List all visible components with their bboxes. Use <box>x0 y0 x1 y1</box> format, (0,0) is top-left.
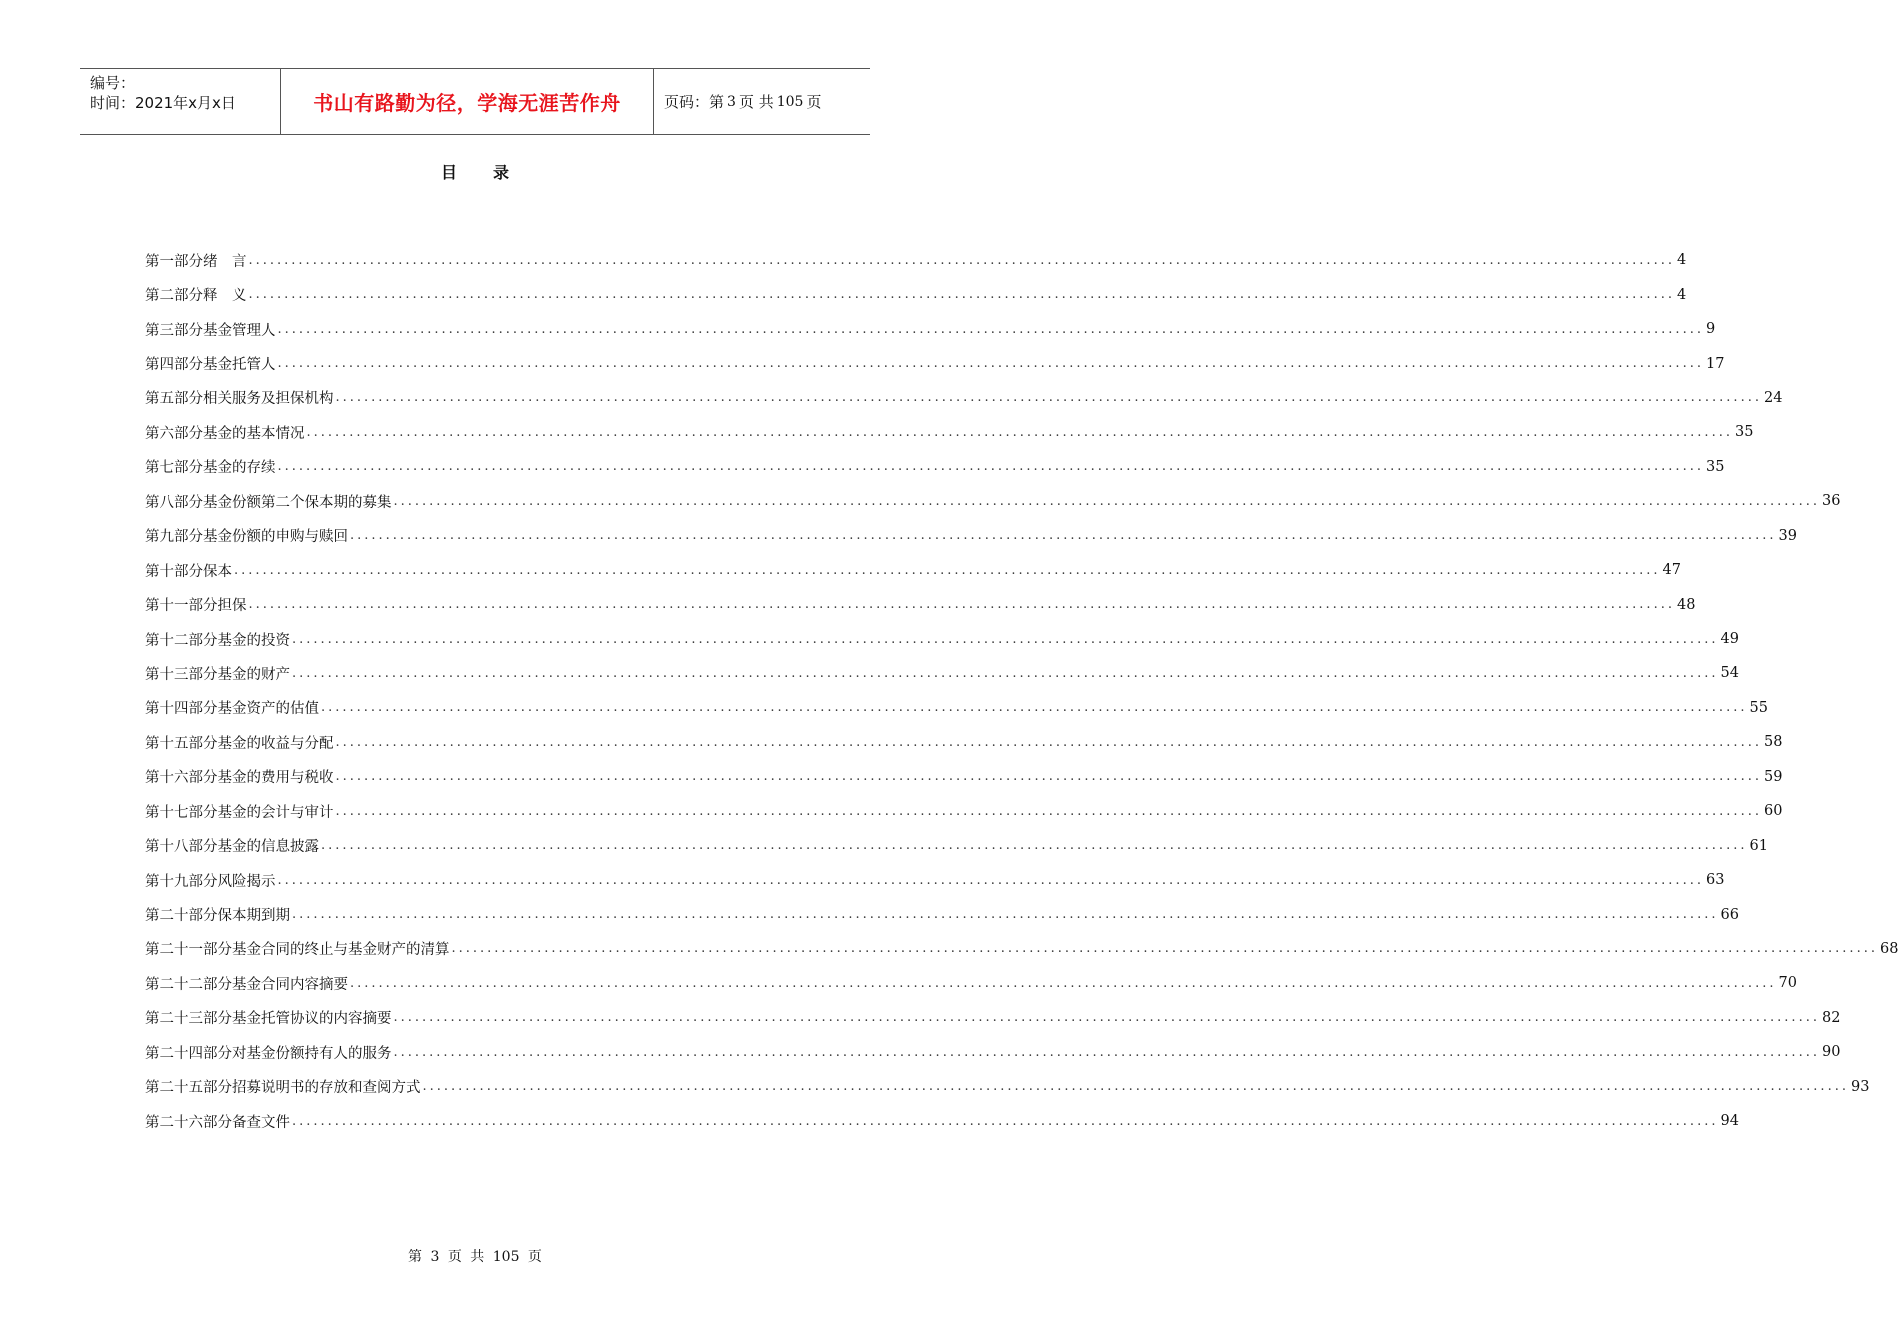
toc-page-number: 66 <box>1720 906 1739 923</box>
toc-leader: ........................................................................................................................................................................................................ <box>277 872 1704 888</box>
toc-name: 基金托管协议的内容摘要 <box>232 1011 392 1028</box>
toc-page-number: 54 <box>1720 665 1739 682</box>
toc-name: 基金的收益与分配 <box>217 735 334 752</box>
toc-part: 第二十部分 <box>145 908 218 925</box>
toc-entry[interactable] <box>145 828 1768 862</box>
toc-page-number: 63 <box>1705 872 1725 889</box>
toc-leader: ........................................................................................................................................................................................................ <box>393 1010 1820 1026</box>
toc-entry[interactable] <box>145 312 1716 346</box>
toc-entry[interactable] <box>145 691 1768 725</box>
toc-leader: ........................................................................................................................................................................................................ <box>393 1044 1820 1060</box>
page-total: 105 <box>776 93 804 110</box>
toc-page-number: 68 <box>1879 940 1898 957</box>
toc-page-number: 90 <box>1821 1044 1841 1061</box>
toc-part: 第九部分 <box>145 529 203 546</box>
toc-leader: ........................................................................................................................................................................................................ <box>335 390 1762 406</box>
toc-page-number: 93 <box>1850 1078 1870 1095</box>
toc-name: 基金的会计与审计 <box>217 804 334 821</box>
toc-entry[interactable] <box>145 381 1783 415</box>
toc-leader: ........................................................................................................................................................................................................ <box>321 700 1748 716</box>
toc-name: 风险揭示 <box>217 873 276 890</box>
toc-part: 第三部分 <box>145 322 203 339</box>
toc-page-number: 59 <box>1763 768 1783 785</box>
page-middle: 页 共 <box>738 93 774 111</box>
toc-part: 第八部分 <box>145 494 203 511</box>
toc-name: 基金的基本情况 <box>203 425 305 442</box>
page-current: 3 <box>727 93 736 110</box>
toc-name: 相关服务及担保机构 <box>203 391 334 408</box>
toc-name: 基金的财产 <box>217 666 290 683</box>
page-footer: 第 3 页 共 105 页 <box>408 1249 542 1265</box>
toc-page-number: 49 <box>1720 631 1739 648</box>
number-label: 编号： <box>90 74 136 92</box>
toc-leader: ........................................................................................................................................................................................................ <box>335 769 1762 785</box>
toc-page-number: 35 <box>1734 424 1754 441</box>
toc-part: 第二十五部分 <box>145 1080 232 1097</box>
toc-part: 第一部分 <box>145 253 203 270</box>
toc-name: 备查文件 <box>232 1114 290 1131</box>
toc-name: 担保 <box>217 598 247 615</box>
toc-page-number: 36 <box>1821 493 1841 510</box>
toc-entry[interactable] <box>145 932 1898 966</box>
toc-part: 第七部分 <box>145 460 203 477</box>
toc-name: 基金份额第二个保本期的募集 <box>203 494 392 511</box>
toc-leader: ........................................................................................................................................................................................................ <box>292 665 1719 681</box>
toc-name: 对基金份额持有人的服务 <box>232 1045 392 1062</box>
toc-leader: ........................................................................................................................................................................................................ <box>306 424 1733 440</box>
toc-page-number: 9 <box>1705 321 1716 338</box>
toc-entry[interactable] <box>145 553 1681 587</box>
toc-part: 第十六部分 <box>145 770 218 787</box>
toc-name: 基金的费用与税收 <box>217 770 334 787</box>
toc-name: 基金的投资 <box>217 632 290 649</box>
toc-page-number: 48 <box>1676 596 1696 613</box>
toc-leader: ........................................................................................................................................................................................................ <box>277 321 1704 337</box>
toc-leader: ........................................................................................................................................................................................................ <box>393 493 1820 509</box>
toc-page-number: 58 <box>1763 734 1783 751</box>
toc-part: 第十五部分 <box>145 735 218 752</box>
toc-entry[interactable] <box>145 1035 1841 1069</box>
toc-page-number: 60 <box>1763 803 1783 820</box>
toc-leader: ........................................................................................................................................................................................................ <box>248 287 1675 303</box>
toc-leader: ........................................................................................................................................................................................................ <box>292 1113 1719 1129</box>
toc-part: 第十八部分 <box>145 839 218 856</box>
toc-leader: ........................................................................................................................................................................................................ <box>277 356 1704 372</box>
toc-page-number: 47 <box>1662 562 1681 579</box>
toc-title: 目录 <box>440 163 545 182</box>
toc-entry[interactable] <box>145 243 1687 277</box>
toc-name: 保本期到期 <box>217 908 290 925</box>
toc-entry[interactable] <box>145 1001 1841 1035</box>
toc-name: 基金资产的估值 <box>217 701 319 718</box>
toc-entry[interactable] <box>145 450 1725 484</box>
toc-leader: ........................................................................................................................................................................................................ <box>292 631 1719 647</box>
toc-leader: ........................................................................................................................................................................................................ <box>451 941 1878 957</box>
time-label: 时间：2021年x月x日 <box>90 94 236 112</box>
toc-part: 第二部分 <box>145 288 203 305</box>
toc-name: 释 义 <box>203 288 247 305</box>
toc-entry[interactable] <box>145 622 1739 656</box>
toc-name: 基金合同的终止与基金财产的清算 <box>232 942 450 959</box>
toc-part: 第十九部分 <box>145 873 218 890</box>
table-of-contents <box>145 243 1898 1138</box>
toc-part: 第四部分 <box>145 357 203 374</box>
toc-name: 绪 言 <box>203 253 247 270</box>
toc-page-number: 94 <box>1720 1113 1739 1130</box>
toc-leader: ........................................................................................................................................................................................................ <box>248 252 1675 268</box>
toc-name: 基金托管人 <box>203 357 276 374</box>
toc-name: 基金合同内容摘要 <box>232 976 348 993</box>
toc-page-number: 39 <box>1778 527 1797 544</box>
page-prefix: 页码：第 <box>664 93 725 111</box>
toc-name: 基金的信息披露 <box>217 839 319 856</box>
toc-page-number: 4 <box>1676 252 1687 269</box>
toc-entry[interactable] <box>145 794 1783 828</box>
toc-entry[interactable] <box>145 277 1687 311</box>
toc-entry[interactable] <box>145 1070 1870 1104</box>
toc-leader: ........................................................................................................................................................................................................ <box>248 597 1675 613</box>
toc-entry[interactable] <box>145 966 1797 1000</box>
toc-entry[interactable] <box>145 897 1739 931</box>
toc-entry[interactable] <box>145 415 1754 449</box>
toc-page-number: 24 <box>1763 389 1783 406</box>
toc-part: 第十一部分 <box>145 598 218 615</box>
toc-entry[interactable] <box>145 484 1841 518</box>
toc-part: 第十四部分 <box>145 701 218 718</box>
toc-name: 保本 <box>203 563 232 580</box>
toc-page-number: 70 <box>1778 975 1797 992</box>
toc-entry[interactable] <box>145 1104 1739 1138</box>
toc-part: 第十部分 <box>145 563 203 580</box>
header-meta <box>80 69 281 134</box>
toc-leader: ........................................................................................................................................................................................................ <box>350 975 1777 991</box>
toc-page-number: 17 <box>1705 355 1725 372</box>
toc-entry[interactable] <box>145 863 1725 897</box>
toc-part: 第五部分 <box>145 391 203 408</box>
toc-part: 第十二部分 <box>145 632 218 649</box>
toc-part: 第二十二部分 <box>145 976 232 993</box>
page-suffix: 页 <box>806 93 822 111</box>
toc-leader: ........................................................................................................................................................................................................ <box>422 1079 1849 1095</box>
toc-page-number: 82 <box>1821 1009 1841 1026</box>
page-header <box>80 68 870 135</box>
toc-leader: ........................................................................................................................................................................................................ <box>292 907 1719 923</box>
toc-entry[interactable] <box>145 725 1783 759</box>
toc-part: 第二十一部分 <box>145 942 232 959</box>
toc-name: 基金份额的申购与赎回 <box>203 529 348 546</box>
toc-part: 第十七部分 <box>145 804 218 821</box>
toc-entry[interactable] <box>145 346 1725 380</box>
toc-page-number: 61 <box>1749 837 1768 854</box>
header-motto: 书山有路勤为径，学海无涯苦作舟 <box>281 69 654 134</box>
toc-page-number: 4 <box>1676 286 1687 303</box>
toc-page-number: 35 <box>1705 458 1725 475</box>
toc-entry[interactable] <box>145 656 1739 690</box>
toc-leader: ........................................................................................................................................................................................................ <box>277 459 1704 475</box>
toc-page-number: 55 <box>1749 699 1768 716</box>
toc-entry[interactable] <box>145 760 1783 794</box>
toc-part: 第二十六部分 <box>145 1114 232 1131</box>
toc-leader: ........................................................................................................................................................................................................ <box>350 528 1777 544</box>
toc-leader: ........................................................................................................................................................................................................ <box>234 562 1661 578</box>
toc-name: 招募说明书的存放和查阅方式 <box>232 1080 421 1097</box>
toc-name: 基金的存续 <box>203 460 276 477</box>
header-page-info <box>654 69 870 134</box>
toc-entry[interactable] <box>145 587 1696 621</box>
toc-part: 第六部分 <box>145 425 203 442</box>
toc-part: 第十三部分 <box>145 666 218 683</box>
toc-leader: ........................................................................................................................................................................................................ <box>335 803 1762 819</box>
toc-part: 第二十四部分 <box>145 1045 232 1062</box>
toc-leader: ........................................................................................................................................................................................................ <box>335 734 1762 750</box>
toc-part: 第二十三部分 <box>145 1011 232 1028</box>
toc-entry[interactable] <box>145 519 1797 553</box>
toc-leader: ........................................................................................................................................................................................................ <box>321 838 1748 854</box>
toc-name: 基金管理人 <box>203 322 276 339</box>
